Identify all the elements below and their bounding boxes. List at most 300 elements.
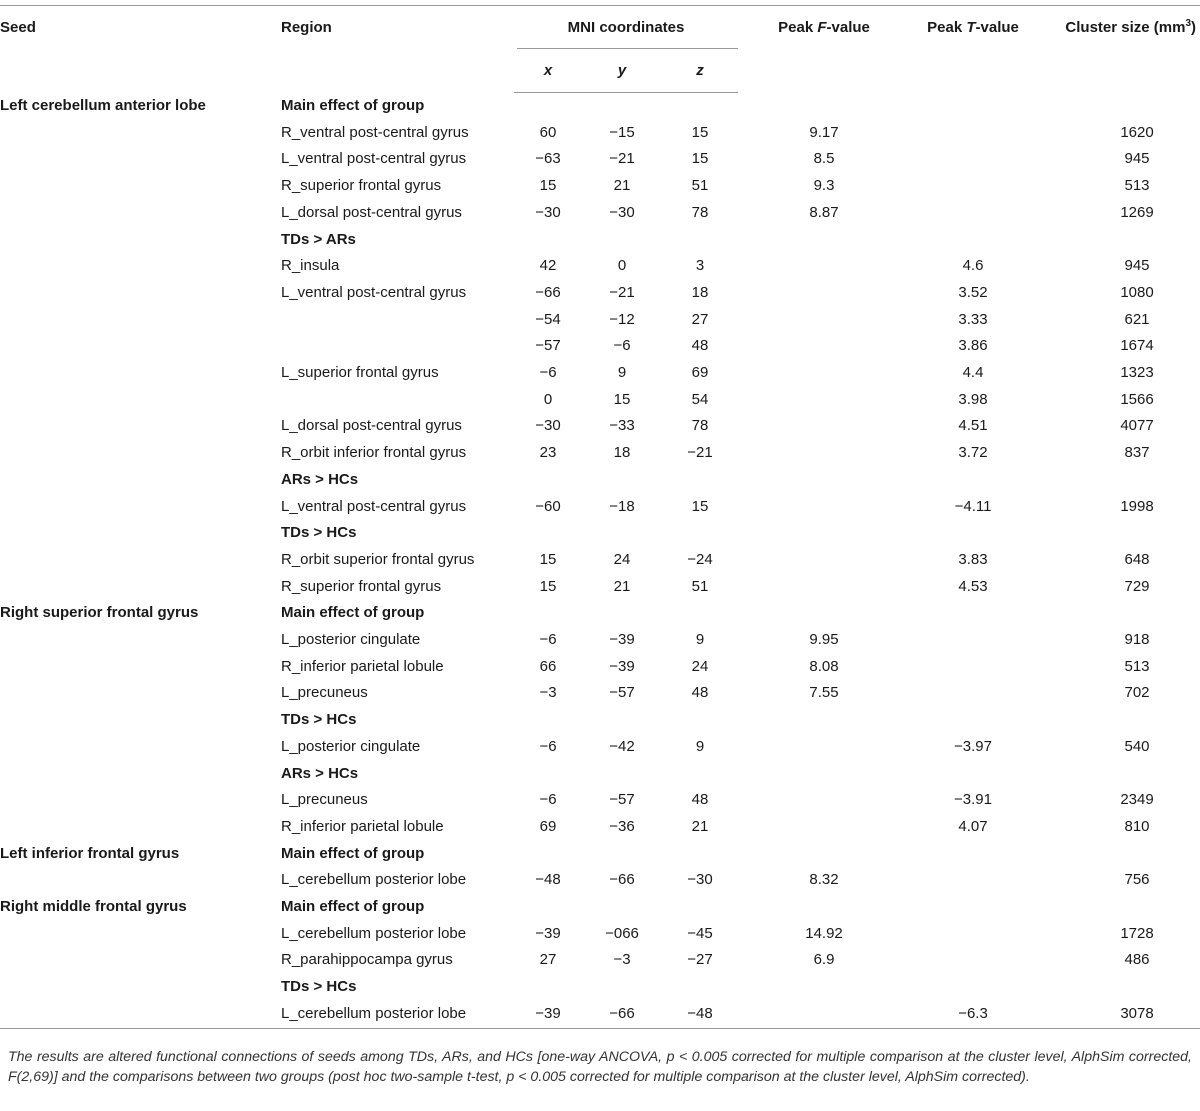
table-row bbox=[0, 1001, 1200, 1028]
peak-f-cell: 9.17 bbox=[809, 123, 839, 141]
header-peak-t-var: T bbox=[966, 19, 976, 36]
cluster-size-cell: 756 bbox=[1124, 871, 1150, 889]
cluster-size-cell bbox=[1036, 520, 1200, 547]
y-cell: −66 bbox=[582, 1001, 662, 1028]
table-row bbox=[0, 333, 1200, 360]
peak-f-cell bbox=[738, 547, 910, 574]
x-cell: 15 bbox=[539, 550, 557, 568]
header-mni bbox=[514, 6, 738, 50]
y-cell: −57 bbox=[609, 791, 635, 809]
x-cell: −66 bbox=[535, 283, 561, 301]
z-cell: 3 bbox=[695, 257, 705, 275]
table-row bbox=[0, 627, 1200, 654]
y-cell bbox=[582, 974, 662, 1001]
y-cell bbox=[582, 520, 662, 547]
table-row bbox=[0, 974, 1200, 1001]
z-cell: 21 bbox=[691, 817, 709, 835]
comparison-label: ARs > HCs bbox=[281, 764, 359, 782]
x-cell bbox=[514, 841, 582, 868]
header-region: Region bbox=[281, 19, 332, 36]
seed-cell bbox=[0, 680, 281, 707]
x-cell: 15 bbox=[539, 577, 557, 595]
y-cell: 15 bbox=[613, 390, 631, 408]
y-cell: −42 bbox=[609, 737, 635, 755]
seed-cell bbox=[0, 520, 281, 547]
cluster-size-cell bbox=[1036, 227, 1200, 254]
z-cell bbox=[662, 841, 738, 868]
x-cell: −60 bbox=[535, 497, 561, 515]
x-cell: −6 bbox=[539, 631, 557, 649]
cluster-size-cell: 837 bbox=[1124, 444, 1150, 462]
region-cell: L_precuneus bbox=[281, 791, 368, 809]
z-cell: 48 bbox=[691, 684, 709, 702]
y-cell: −3 bbox=[613, 951, 631, 969]
comparison-label: Main effect of group bbox=[281, 844, 425, 862]
z-cell: 48 bbox=[691, 791, 709, 809]
seed-cell bbox=[0, 814, 281, 841]
x-cell: 66 bbox=[539, 657, 557, 675]
seed-cell bbox=[0, 974, 281, 1001]
seed-cell bbox=[0, 947, 281, 974]
x-cell: 23 bbox=[539, 444, 557, 462]
region-cell bbox=[281, 333, 514, 360]
peak-t-cell: 3.83 bbox=[958, 550, 988, 568]
table-row bbox=[0, 787, 1200, 814]
z-cell: 24 bbox=[691, 657, 709, 675]
peak-t-cell: −3.91 bbox=[954, 791, 992, 809]
table-row bbox=[0, 227, 1200, 254]
seed-cell bbox=[0, 227, 281, 254]
cluster-size-cell: 1674 bbox=[1120, 337, 1154, 355]
cluster-size-cell: 2349 bbox=[1120, 791, 1154, 809]
peak-f-cell bbox=[738, 574, 910, 601]
peak-f-cell bbox=[738, 413, 910, 440]
z-cell bbox=[662, 600, 738, 627]
results-table bbox=[0, 5, 1200, 1029]
seed-cell bbox=[0, 307, 281, 334]
cluster-size-cell: 729 bbox=[1124, 577, 1150, 595]
region-cell: L_cerebellum posterior lobe bbox=[281, 1001, 514, 1028]
cluster-size-cell: 648 bbox=[1124, 550, 1150, 568]
peak-t-cell bbox=[910, 93, 1036, 120]
y-cell: −39 bbox=[609, 657, 635, 675]
z-cell: 15 bbox=[691, 497, 709, 515]
y-cell: −30 bbox=[609, 203, 635, 221]
peak-f-cell bbox=[738, 307, 910, 334]
header-peak-f-prefix: Peak bbox=[778, 19, 818, 36]
z-cell: 27 bbox=[691, 310, 709, 328]
peak-t-cell: 3.72 bbox=[958, 444, 988, 462]
region-cell: L_dorsal post-central gyrus bbox=[281, 203, 462, 221]
peak-t-cell: −4.11 bbox=[954, 497, 992, 515]
y-cell bbox=[582, 761, 662, 788]
z-cell: 78 bbox=[691, 417, 709, 435]
z-cell bbox=[662, 894, 738, 921]
region-cell: L_ventral post-central gyrus bbox=[281, 150, 467, 168]
z-cell: −45 bbox=[687, 924, 713, 942]
region-cell: L_ventral post-central gyrus bbox=[281, 497, 467, 515]
table-row bbox=[0, 921, 1200, 948]
y-cell: −066 bbox=[605, 924, 639, 942]
seed-cell bbox=[0, 253, 281, 280]
peak-t-cell: 4.53 bbox=[958, 577, 988, 595]
y-cell bbox=[582, 467, 662, 494]
peak-t-cell: −3.97 bbox=[954, 737, 992, 755]
peak-t-cell bbox=[910, 600, 1036, 627]
seed-cell bbox=[0, 280, 281, 307]
table-row bbox=[0, 360, 1200, 387]
cluster-size-cell: 4077 bbox=[1120, 417, 1154, 435]
table-row bbox=[0, 307, 1200, 334]
y-cell: 9 bbox=[617, 364, 627, 382]
peak-t-cell bbox=[910, 867, 1036, 894]
table-row bbox=[0, 680, 1200, 707]
x-cell bbox=[514, 227, 582, 254]
y-cell: −21 bbox=[609, 150, 635, 168]
header-cluster-sup: 3 bbox=[1185, 18, 1192, 29]
seed-cell bbox=[0, 1001, 281, 1028]
peak-f-cell bbox=[738, 494, 910, 521]
cluster-size-cell: 1620 bbox=[1120, 123, 1154, 141]
peak-t-cell bbox=[910, 707, 1036, 734]
y-cell: −21 bbox=[609, 283, 635, 301]
table-row bbox=[0, 654, 1200, 681]
table-row bbox=[0, 600, 1200, 627]
x-cell bbox=[514, 600, 582, 627]
cluster-size-cell: 621 bbox=[1124, 310, 1150, 328]
x-cell bbox=[514, 761, 582, 788]
cluster-size-cell bbox=[1036, 600, 1200, 627]
cluster-size-cell bbox=[1036, 467, 1200, 494]
y-cell: 0 bbox=[617, 257, 627, 275]
cluster-size-cell: 1080 bbox=[1120, 283, 1154, 301]
region-cell: R_superior frontal gyrus bbox=[281, 177, 442, 195]
table-row bbox=[0, 707, 1200, 734]
seed-cell bbox=[0, 333, 281, 360]
x-cell: 15 bbox=[539, 177, 557, 195]
peak-t-cell: −6.3 bbox=[910, 1001, 1036, 1028]
header-peak-t-suffix: -value bbox=[975, 19, 1019, 36]
z-cell: −27 bbox=[687, 951, 713, 969]
table-row bbox=[0, 814, 1200, 841]
region-cell: L_ventral post-central gyrus bbox=[281, 283, 467, 301]
peak-f-cell bbox=[738, 600, 910, 627]
header-row-main bbox=[0, 6, 1200, 50]
x-cell: 42 bbox=[539, 257, 557, 275]
region-cell bbox=[281, 387, 514, 414]
peak-f-cell bbox=[738, 814, 910, 841]
peak-f-cell bbox=[738, 734, 910, 761]
x-cell: −57 bbox=[535, 337, 561, 355]
table-row bbox=[0, 440, 1200, 467]
peak-t-cell bbox=[910, 146, 1036, 173]
x-cell: −30 bbox=[535, 203, 561, 221]
cluster-size-cell bbox=[1036, 841, 1200, 868]
peak-f-cell bbox=[738, 360, 910, 387]
x-cell: −63 bbox=[535, 150, 561, 168]
peak-t-cell: 3.86 bbox=[958, 337, 988, 355]
header-seed: Seed bbox=[0, 19, 36, 36]
x-cell: −39 bbox=[514, 1001, 582, 1028]
seed-cell bbox=[0, 787, 281, 814]
seed-cell bbox=[0, 200, 281, 227]
cluster-size-cell bbox=[1036, 93, 1200, 120]
y-cell bbox=[582, 227, 662, 254]
table-row bbox=[0, 734, 1200, 761]
region-cell: L_posterior cingulate bbox=[281, 737, 421, 755]
region-cell: L_precuneus bbox=[281, 684, 368, 702]
cluster-size-cell bbox=[1036, 707, 1200, 734]
table-row bbox=[0, 867, 1200, 894]
z-cell bbox=[662, 761, 738, 788]
y-cell: −36 bbox=[609, 817, 635, 835]
seed-cell: Right middle frontal gyrus bbox=[0, 898, 187, 916]
y-cell bbox=[582, 600, 662, 627]
z-cell bbox=[662, 974, 738, 1001]
comparison-label: TDs > HCs bbox=[281, 524, 357, 542]
z-cell: −21 bbox=[687, 444, 713, 462]
y-cell bbox=[582, 841, 662, 868]
region-cell: R_inferior parietal lobule bbox=[281, 817, 444, 835]
peak-t-cell bbox=[910, 680, 1036, 707]
peak-t-cell bbox=[910, 467, 1036, 494]
z-cell: −24 bbox=[687, 550, 713, 568]
peak-t-cell bbox=[910, 894, 1036, 921]
seed-cell: Left inferior frontal gyrus bbox=[0, 844, 180, 862]
peak-f-cell bbox=[738, 1001, 910, 1028]
region-cell: R_orbit inferior frontal gyrus bbox=[281, 444, 467, 462]
peak-f-cell bbox=[738, 761, 910, 788]
z-cell: 69 bbox=[691, 364, 709, 382]
peak-f-cell: 8.08 bbox=[809, 657, 839, 675]
z-cell: 78 bbox=[691, 203, 709, 221]
peak-t-cell bbox=[910, 120, 1036, 147]
seed-cell: Left cerebellum anterior lobe bbox=[0, 96, 206, 114]
cluster-size-cell: 486 bbox=[1124, 951, 1150, 969]
region-cell: R_orbit superior frontal gyrus bbox=[281, 550, 475, 568]
cluster-size-cell: 3078 bbox=[1036, 1001, 1200, 1028]
header-peak-t bbox=[910, 6, 1036, 93]
region-cell: L_superior frontal gyrus bbox=[281, 364, 439, 382]
z-cell: −30 bbox=[687, 871, 713, 889]
seed-cell bbox=[0, 654, 281, 681]
seed-cell bbox=[0, 146, 281, 173]
peak-t-cell: 4.6 bbox=[962, 257, 984, 275]
x-cell: −3 bbox=[539, 684, 557, 702]
y-cell: −12 bbox=[609, 310, 635, 328]
seed-cell bbox=[0, 867, 281, 894]
comparison-label: ARs > HCs bbox=[281, 470, 359, 488]
table-row bbox=[0, 413, 1200, 440]
x-cell: −48 bbox=[535, 871, 561, 889]
cluster-size-cell: 1566 bbox=[1120, 390, 1154, 408]
x-cell: −6 bbox=[539, 737, 557, 755]
peak-f-cell bbox=[738, 440, 910, 467]
region-cell: L_dorsal post-central gyrus bbox=[281, 417, 462, 435]
table-row bbox=[0, 146, 1200, 173]
comparison-label: TDs > HCs bbox=[281, 978, 357, 996]
region-cell: L_posterior cingulate bbox=[281, 631, 421, 649]
peak-f-cell bbox=[738, 707, 910, 734]
comparison-label: Main effect of group bbox=[281, 96, 425, 114]
z-cell: 48 bbox=[691, 337, 709, 355]
seed-cell bbox=[0, 921, 281, 948]
x-cell bbox=[514, 93, 582, 120]
header-peak-f-var: F bbox=[817, 19, 827, 36]
peak-f-cell bbox=[738, 333, 910, 360]
table-header bbox=[0, 6, 1200, 93]
peak-f-cell bbox=[738, 280, 910, 307]
header-z: z bbox=[662, 49, 738, 93]
y-cell: −15 bbox=[609, 123, 635, 141]
cluster-size-cell: 702 bbox=[1124, 684, 1150, 702]
region-cell: R_ventral post-central gyrus bbox=[281, 123, 469, 141]
cluster-size-cell: 1728 bbox=[1120, 924, 1154, 942]
header-y: y bbox=[582, 49, 662, 93]
cluster-size-cell: 945 bbox=[1124, 150, 1150, 168]
region-cell: R_parahippocampa gyrus bbox=[281, 951, 453, 969]
comparison-label: Main effect of group bbox=[281, 604, 425, 622]
header-peak-f-suffix: -value bbox=[826, 19, 870, 36]
peak-t-cell bbox=[910, 654, 1036, 681]
table-row bbox=[0, 200, 1200, 227]
x-cell bbox=[514, 467, 582, 494]
peak-f-cell bbox=[738, 227, 910, 254]
peak-t-cell bbox=[910, 173, 1036, 200]
peak-t-cell bbox=[910, 974, 1036, 1001]
peak-f-cell bbox=[738, 974, 910, 1001]
y-cell: 21 bbox=[613, 177, 631, 195]
table-footnote: The results are altered functional connections of seeds among TDs, ARs, and HCs [one-way ANCOVA, p < 0.005 corrected for multiple comparison at the cluster level, AlphSim corrected, F(2,69)] and the comparisons between two groups (post hoc two-sample t-test, p < 0.005 corrected for multiple comparison at the cluster level, AlphSim corrected). bbox=[8, 1049, 1192, 1085]
comparison-label: TDs > ARs bbox=[281, 230, 356, 248]
peak-f-cell: 8.5 bbox=[813, 150, 835, 168]
seed-cell bbox=[0, 413, 281, 440]
z-cell: 51 bbox=[691, 577, 709, 595]
x-cell: 60 bbox=[539, 123, 557, 141]
peak-t-cell bbox=[910, 921, 1036, 948]
y-cell: 24 bbox=[613, 550, 631, 568]
z-cell: 18 bbox=[691, 283, 709, 301]
x-cell: −30 bbox=[535, 417, 561, 435]
table-row bbox=[0, 494, 1200, 521]
peak-t-cell bbox=[910, 761, 1036, 788]
region-cell: L_cerebellum posterior lobe bbox=[281, 871, 467, 889]
x-cell: −6 bbox=[539, 364, 557, 382]
z-cell bbox=[662, 93, 738, 120]
cluster-size-cell: 810 bbox=[1124, 817, 1150, 835]
x-cell bbox=[514, 707, 582, 734]
table-row bbox=[0, 120, 1200, 147]
peak-t-cell: 3.52 bbox=[958, 283, 988, 301]
seed-cell: Right superior frontal gyrus bbox=[0, 604, 199, 622]
y-cell: −39 bbox=[609, 631, 635, 649]
table-row bbox=[0, 173, 1200, 200]
peak-t-cell: 3.33 bbox=[958, 310, 988, 328]
header-x: x bbox=[514, 49, 582, 93]
peak-f-cell: 6.9 bbox=[813, 951, 835, 969]
table-row bbox=[0, 841, 1200, 868]
x-cell bbox=[514, 894, 582, 921]
cluster-size-cell: 513 bbox=[1124, 657, 1150, 675]
peak-f-cell bbox=[738, 93, 910, 120]
header-cluster bbox=[1036, 6, 1200, 93]
header-cluster-close: ) bbox=[1191, 19, 1197, 36]
region-cell: L_cerebellum posterior lobe bbox=[281, 924, 467, 942]
peak-f-cell bbox=[738, 253, 910, 280]
peak-t-cell bbox=[910, 227, 1036, 254]
region-cell: R_inferior parietal lobule bbox=[281, 657, 444, 675]
peak-f-cell bbox=[738, 841, 910, 868]
table-body bbox=[0, 93, 1200, 1029]
header-mni-label: MNI coordinates bbox=[567, 19, 685, 36]
peak-t-cell bbox=[910, 520, 1036, 547]
cluster-size-cell: 513 bbox=[1124, 177, 1150, 195]
peak-t-cell: 4.51 bbox=[958, 417, 988, 435]
x-cell bbox=[514, 520, 582, 547]
seed-cell bbox=[0, 440, 281, 467]
x-cell: −39 bbox=[535, 924, 561, 942]
y-cell: 18 bbox=[613, 444, 631, 462]
seed-cell bbox=[0, 761, 281, 788]
y-cell bbox=[582, 707, 662, 734]
seed-cell bbox=[0, 360, 281, 387]
peak-t-cell bbox=[910, 627, 1036, 654]
cluster-size-cell bbox=[1036, 894, 1200, 921]
comparison-label: TDs > HCs bbox=[281, 711, 357, 729]
cluster-size-cell: 918 bbox=[1124, 631, 1150, 649]
z-cell: 51 bbox=[691, 177, 709, 195]
seed-cell bbox=[0, 467, 281, 494]
y-cell: 21 bbox=[613, 577, 631, 595]
comparison-label: Main effect of group bbox=[281, 898, 425, 916]
seed-cell bbox=[0, 707, 281, 734]
seed-cell bbox=[0, 173, 281, 200]
table-row bbox=[0, 947, 1200, 974]
cluster-size-cell: 945 bbox=[1124, 257, 1150, 275]
table-row bbox=[0, 253, 1200, 280]
table-row bbox=[0, 894, 1200, 921]
peak-f-cell: 9.3 bbox=[813, 177, 835, 195]
z-cell: 15 bbox=[691, 150, 709, 168]
seed-cell bbox=[0, 547, 281, 574]
y-cell: −66 bbox=[609, 871, 635, 889]
table-row bbox=[0, 387, 1200, 414]
peak-t-cell: 3.98 bbox=[958, 390, 988, 408]
peak-f-cell bbox=[738, 467, 910, 494]
z-cell: 9 bbox=[695, 631, 705, 649]
cluster-size-cell bbox=[1036, 974, 1200, 1001]
z-cell bbox=[662, 520, 738, 547]
y-cell: −33 bbox=[609, 417, 635, 435]
x-cell: 69 bbox=[539, 817, 557, 835]
y-cell: −57 bbox=[609, 684, 635, 702]
table-row bbox=[0, 761, 1200, 788]
seed-cell bbox=[0, 574, 281, 601]
cluster-size-cell: 540 bbox=[1124, 737, 1150, 755]
x-cell: 0 bbox=[543, 390, 553, 408]
z-cell bbox=[662, 227, 738, 254]
seed-cell bbox=[0, 120, 281, 147]
region-cell bbox=[281, 307, 514, 334]
z-cell: 9 bbox=[695, 737, 705, 755]
header-peak-f bbox=[738, 6, 910, 93]
cluster-size-cell: 1323 bbox=[1120, 364, 1154, 382]
peak-t-cell bbox=[910, 947, 1036, 974]
table-row bbox=[0, 574, 1200, 601]
cluster-size-cell: 1998 bbox=[1120, 497, 1154, 515]
table-row bbox=[0, 93, 1200, 120]
x-cell: 27 bbox=[539, 951, 557, 969]
